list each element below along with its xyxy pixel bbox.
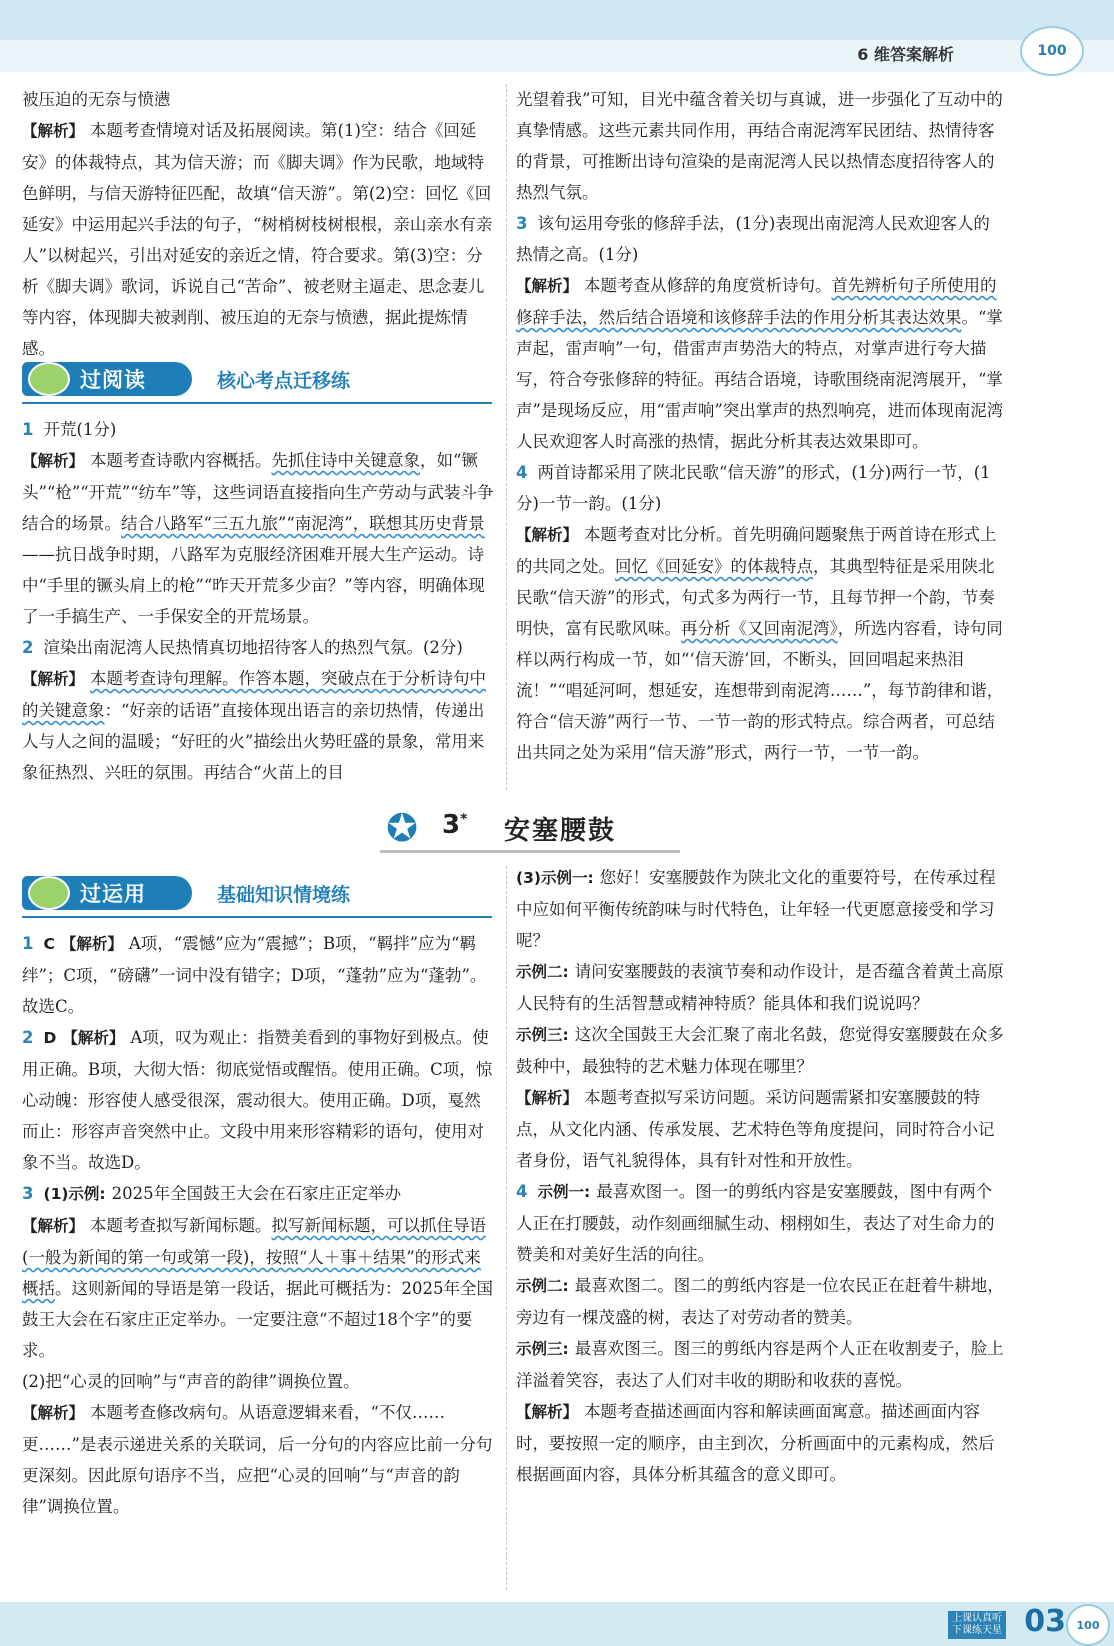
header-title: 6 维答案解析 (857, 45, 954, 64)
answer-text: 渲染出南泥湾人民热情真切地招待客人的热烈气氛。(2分) (43, 638, 463, 657)
answer-text: 该句运用夸张的修辞手法，(1分)表现出南泥湾人民欢迎客人的热情之高。(1分) (516, 214, 990, 264)
answer-text: 两首诗都采用了陕北民歌“信天游”的形式，(1分)两行一节，(1分)一节一韵。(1分) (516, 463, 991, 513)
analysis-tag: 【解析】 (22, 452, 85, 470)
footer-slogan: 上课认真听 下课练天星 (948, 1611, 1006, 1639)
example-label: 示例二: (516, 1277, 569, 1295)
answer-text: 请问安塞腰鼓的表演节奏和动作设计，是否蕴含着黄土高原人民特有的生活智慧或精神特质？能具体和我们说说吗？ (516, 962, 1004, 1013)
question-2 (22, 632, 496, 663)
analysis-text: 本题考查拟写采访问题。采访问题需紧扣安塞腰鼓的特点，从文化内涵、传承发展、艺术特色等角度提问，同时符合小记者身份，语气礼貌得体，具有针对性和开放性。 (516, 1088, 995, 1170)
highlighted-text: 回忆《回延安》的体裁特点 (615, 557, 813, 576)
analysis-text: 本题考查修改病句。从语意逻辑来看，“不仅……更……”是表示递进关系的关联词，后一分句的内容应比前一分句更深刻。因此原句语序不当，应把“心灵的回响”与“声音的韵律”调换位置。 (22, 1403, 493, 1516)
question-number: 1 (22, 420, 34, 439)
question-number: 4 (516, 1182, 528, 1201)
analysis-tag: 【解析】 (22, 122, 85, 140)
analysis-text: ——抗日战争时期，八路军为克服经济困难开展大生产运动。诗中“手里的镢头肩上的枪”“昨天开荒多少亩？”等内容，明确体现了一手搞生产、一手保安全的开荒场景。 (22, 545, 485, 626)
star-icon: ✪ (386, 806, 418, 850)
analysis-continued: 光望着我”可知，目光中蕴含着关切与真诚，进一步强化了互动中的真挚情感。这些元素共同作用，再结合南泥湾军民团结、热情待客的背景，可推断出诗句渲染的是南泥湾人民以热情态度招待客人的热烈气氛。 (516, 90, 1003, 202)
question-3 (22, 1178, 496, 1210)
analysis-text: A项，叹为观止：指赞美看到的事物好到极点。使用正确。B项，大彻大悟：彻底觉悟或醒悟。使用正确。C项，惊心动魄：形容使人感受很深，震动很大。使用正确。D项，戛然而止：形容声音突然中止。文段中用来形容精彩的语句，使用对象不当。故选D。 (22, 1028, 493, 1172)
answer-text: 2025年全国鼓王大会在石家庄正定举办 (111, 1184, 402, 1203)
analysis-text: ，其典型特征是采用陕北民歌“信天游”的形式，句式多为两行一节，且每节押一个韵，节奏明快，富有民歌风味。 (516, 557, 995, 638)
question-1 (22, 928, 496, 1022)
question-4 (516, 457, 1004, 519)
answer-text: 您好！安塞腰鼓作为陕北文化的重要符号，在传承过程中应如何平衡传统韵味与时代特色，让年轻一代更愿意接受和学习呢？ (516, 868, 996, 950)
lesson-name: 安塞腰鼓 (504, 816, 617, 846)
analysis-tag: 【解析】 (62, 1029, 125, 1047)
answer-text: 这次全国鼓王大会汇聚了南北名鼓，您觉得安塞腰鼓在众多鼓种中，最独特的艺术魅力体现在哪里？ (516, 1025, 1004, 1076)
analysis-paragraph (22, 115, 496, 364)
question-4 (516, 1176, 1004, 1270)
question-number: 2 (22, 638, 34, 657)
example-label: 示例三: (516, 1026, 569, 1044)
highlighted-text: 再分析《又回南泥湾》 (681, 619, 838, 638)
answer-text: 开荒(1分) (43, 420, 117, 439)
highlighted-text: 先抓住诗中关键意象 (271, 451, 421, 470)
example-label: 示例二: (516, 963, 569, 981)
answer-text: (2)把“心灵的回响”与“声音的韵律”调换位置。 (22, 1372, 360, 1391)
answer-text: 最喜欢图一。图一的剪纸内容是安塞腰鼓，图中有两个人正在打腰鼓，动作刻画细腻生动、栩栩如生，表达了对生命力的赞美和对美好生活的向往。 (516, 1182, 995, 1264)
header-band (0, 0, 1114, 40)
analysis-paragraph (516, 519, 1004, 768)
section-banner-read (22, 362, 492, 402)
example-3 (516, 1333, 1004, 1396)
analysis-tag: 【解析】 (22, 670, 85, 688)
highlighted-text: 拟写新闻标题，可以抓住导语(一般为新闻的第一句或第一段)，按照“人＋事＋结果”的形式来概括 (22, 1216, 487, 1298)
question-2 (22, 1022, 496, 1178)
banner-underline (22, 916, 492, 918)
banner-pill (22, 876, 192, 910)
analysis-text: 本题考查描述画面内容和解读画面寓意。描述画面内容时，要按照一定的顺序，由主到次，分析画面中的元素构成，然后根据画面内容，具体分析其蕴含的意义即可。 (516, 1402, 995, 1484)
question-number: 2 (22, 1028, 34, 1047)
analysis-tag: 【解析】 (60, 935, 123, 953)
footer-band (0, 1602, 1114, 1646)
mascot-icon (28, 362, 70, 396)
analysis-tag: 【解析】 (516, 277, 579, 295)
analysis-tag: 【解析】 (22, 1217, 85, 1235)
column-divider (506, 866, 507, 1590)
read-left-column (22, 414, 496, 788)
lesson-number: 3* (442, 810, 468, 840)
highlighted-text: 首先辨析句子所使用的修辞手法，然后结合语境和该修辞手法的作用分析其表达效果 (516, 276, 997, 327)
analysis-paragraph (516, 1082, 1004, 1176)
mascot-icon (28, 876, 70, 910)
use-left-column (22, 928, 496, 1522)
analysis-paragraph (22, 445, 496, 632)
analysis-paragraph (22, 1397, 496, 1522)
top-right-column (516, 84, 1004, 768)
analysis-text: ：“好亲的话语”直接体现出语言的亲切热情，传递出人与人之间的温暖；“好旺的火”描绘出火势旺盛的景象，常用来象征热烈、兴旺的氛围。再结合“火苗上的目 (22, 701, 485, 782)
analysis-text: A项，“震憾”应为“震撼”；B项，“羁拌”应为“羁绊”；C项，“磅礴”一词中没有错字；D项，“蓬勃”应为“蓬勃”。故选C。 (22, 934, 487, 1016)
analysis-text: 本题考查对比分析。首先明确问题聚焦于两首诗在形式上的共同之处。 (516, 525, 997, 576)
example-label: (3)示例一: (516, 869, 594, 887)
analysis-text: 本题考查诗歌内容概括。 (90, 451, 272, 470)
answer-text: 最喜欢图三。图三的剪纸内容是两个人正在收割麦子，脸上洋溢着笑容，表达了人们对丰收的期盼和收获的喜悦。 (516, 1339, 1004, 1390)
brand-logo: 100 (1066, 1604, 1110, 1646)
analysis-text: 本题考查拟写新闻标题。 (90, 1216, 272, 1235)
page-number: 03 (1024, 1604, 1066, 1639)
lesson-title (380, 806, 740, 852)
section-banner-use (22, 876, 492, 916)
banner-label: 过运用 (80, 882, 146, 906)
example-1 (516, 862, 1004, 956)
analysis-paragraph (22, 663, 496, 788)
column-divider (506, 84, 507, 790)
analysis-text: 本题考查从修辞的角度赏析诗句。 (584, 276, 832, 295)
example-label: 示例三: (516, 1340, 569, 1358)
use-right-column (516, 862, 1004, 1490)
analysis-tag: 【解析】 (516, 526, 579, 544)
top-left-column (22, 84, 496, 364)
banner-subtitle: 核心考点迁移练 (217, 370, 351, 392)
analysis-text: ，所选内容看，诗句同样以两行构成一节，如“‘信天游’回，不断头，回回唱起来热泪流！”“唱延河呵，想延安，连想带到南泥湾……”，每节韵律和谐，符合“信天游”两行一节、一节一韵的形式特点。综合两者，可总结出共同之处为采用“信天游”形式，两行一节，一节一韵。 (516, 619, 1004, 762)
example-3 (516, 1019, 1004, 1082)
answer-choice: C (43, 935, 55, 953)
banner-subtitle: 基础知识情境练 (217, 884, 351, 906)
example-label: (1)示例: (43, 1185, 106, 1203)
analysis-text: 本题考查情境对话及拓展阅读。第(1)空：结合《回延安》的体裁特点，其为信天游；而《脚夫调》作为民歌，地域特色鲜明，与信天游特征匹配，故填“信天游”。第(2)空：回忆《回延安》中运用起兴手法的句子，“树梢树枝树根根，亲山亲水有亲人”以树起兴，引出对延安的亲近之情，符合要求。第(3)空：分析《脚夫调》歌词，诉说自己“苦命”、被老财主逼走、思念妻儿等内容，体现脚夫被剥削、被压迫的无奈与愤懑，据此提炼情感。 (22, 121, 493, 358)
example-2 (516, 956, 1004, 1019)
analysis-tag: 【解析】 (516, 1089, 579, 1107)
analysis-text: ，如“镢头”“枪”“开荒”“纺车”等，这些词语直接指向生产劳动与武装斗争结合的场景。 (22, 451, 494, 533)
answer-choice: D (43, 1029, 57, 1047)
analysis-paragraph (22, 1210, 496, 1366)
question-3 (516, 208, 1004, 270)
example-label: 示例一: (537, 1183, 591, 1201)
question-number: 3 (22, 1184, 34, 1203)
lesson-underline (380, 850, 680, 853)
analysis-paragraph (516, 270, 1004, 457)
banner-label: 过阅读 (80, 368, 146, 392)
analysis-text: 。“掌声起，雷声响”一句，借雷声声势浩大的特点，对掌声进行夸大描写，符合夸张修辞的特征。再结合语境，诗歌围绕南泥湾展开，“掌声”是现场反应，用“雷声响”突出掌声的热烈响亮，进而体现南泥湾人民欢迎客人时高涨的热情，据此分析其表达效果即可。 (516, 308, 1004, 451)
answer-text: 被压迫的无奈与愤懑 (22, 90, 171, 109)
analysis-text: 。这则新闻的导语是第一段话，据此可概括为：2025年全国鼓王大会在石家庄正定举办。一定要注意“不超过18个字”的要求。 (22, 1279, 493, 1360)
question-number: 4 (516, 463, 528, 482)
analysis-tag: 【解析】 (516, 1403, 579, 1421)
answer-text: 最喜欢图二。图二的剪纸内容是一位农民正在赶着牛耕地，旁边有一棵茂盛的树，表达了对劳动者的赞美。 (516, 1276, 1004, 1327)
highlighted-text: 本题考查诗句理解。作答本题，突破点在于分析诗句中的关键意象 (22, 669, 487, 720)
example-2 (516, 1270, 1004, 1333)
banner-pill (22, 362, 192, 396)
question-number: 1 (22, 934, 34, 953)
question-1 (22, 414, 496, 445)
highlighted-text: 结合八路军“三五九旅”“南泥湾”，联想其历史背景 (121, 514, 485, 533)
banner-underline (22, 402, 492, 404)
brand-logo: 100 (1020, 26, 1084, 76)
question-number: 3 (516, 214, 528, 233)
analysis-tag: 【解析】 (22, 1404, 85, 1422)
analysis-paragraph (516, 1396, 1004, 1490)
